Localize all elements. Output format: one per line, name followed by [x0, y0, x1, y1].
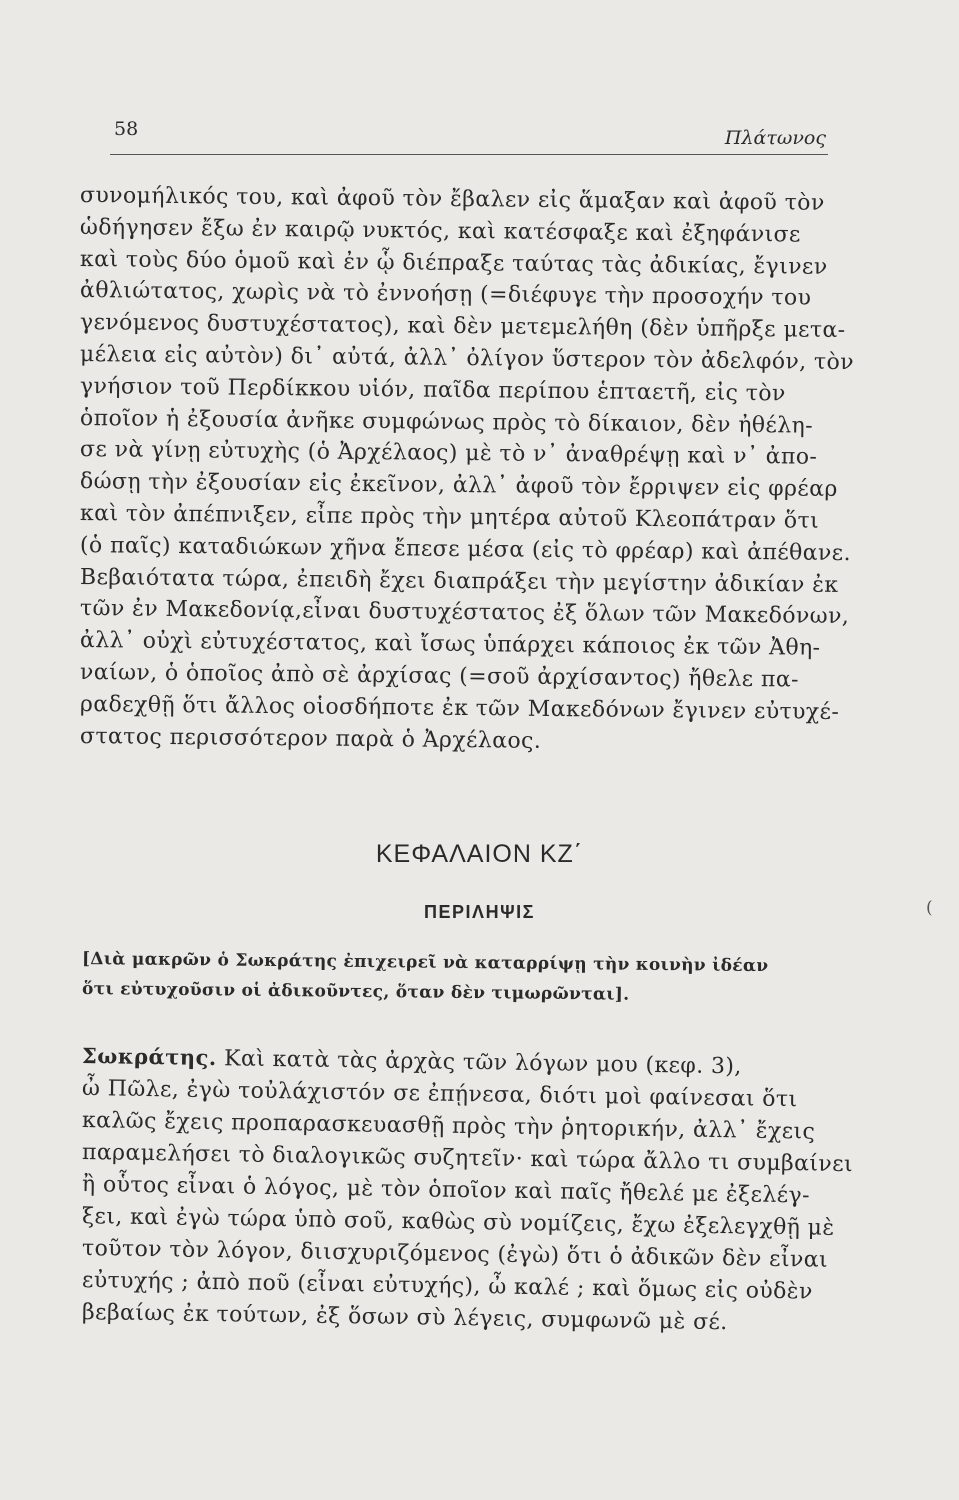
text-line: ναίων, ὁ ὁποῖος ἀπὸ σὲ ἀρχίσας (=σοῦ ἀρχίσαντος) ἤθελε πα-	[79, 659, 800, 693]
text-line: (ὁ παῖς) καταδιώκων χῆνα ἔπεσε μέσα (εἰς τὸ φρέαρ) καὶ ἀπέθανε.	[79, 532, 852, 566]
text-line: ὡδήγησεν ἔξω ἐν καιρῷ νυκτός, καὶ κατέσφαξε καὶ ἐξηφάνισε	[79, 214, 801, 248]
text-line: καὶ τὸν ἀπέπνιξεν, εἶπε πρὸς τὴν μητέρα αὐτοῦ Κλεοπάτραν ὅτι	[79, 500, 820, 534]
page-number: 58	[114, 118, 139, 140]
summary	[82, 944, 852, 1004]
summary-line: ὅτι εὐτυχοῦσιν οἱ ἀδικοῦντες, ὅταν δὲν τιμωρῶνται].	[81, 979, 630, 1005]
dialogue-text: Καὶ κατὰ τὰς ἀρχὰς τῶν λόγων μου (κεφ. 3),	[223, 1046, 742, 1080]
text-line: τῶν ἐν Μακεδονίᾳ,εἶναι δυστυχέστατος ἐξ ὅλων τῶν Μακεδόνων,	[79, 596, 850, 630]
header-rule	[110, 154, 828, 155]
dialogue-line: ἢ οὗτος εἶναι ὁ λόγος, μὲ τὸν ὁποῖον καὶ παῖς ἤθελέ με ἐξελέγ-	[81, 1172, 811, 1209]
dialogue-line: τοῦτον τὸν λόγον, διισχυριζόμενος (ἐγὼ) ὅτι ὁ ἀδικῶν δὲν εἶναι	[81, 1236, 829, 1273]
text-line: μέλεια εἰς αὐτὸν) δι᾽ αὐτά, ἀλλ᾽ ὀλίγον ὕστερον τὸν ἀδελφόν, τὸν	[79, 341, 855, 376]
dialogue-line: ξει, καὶ ἐγὼ τώρα ὑπὸ σοῦ, καθὼς σὺ νομίζεις, ἔχω ἐξελεγχθῇ μὲ	[81, 1204, 835, 1241]
running-title: Πλάτωνος	[724, 127, 826, 149]
section-title: ΠΕΡΙΛΗΨΙΣ	[424, 902, 535, 922]
dialogue-line: ὦ Πῶλε, ἐγὼ τοὐλάχιστόν σε ἐπῄνεσα, διότι μοὶ φαίνεσαι ὅτι	[81, 1076, 798, 1113]
text-line: καὶ τοὺς δύο ὁμοῦ καὶ ἐν ᾧ διέπραξε ταύτας τὰς ἀδικίας, ἔγινεν	[79, 246, 828, 280]
body-text	[79, 180, 855, 754]
page-header	[110, 118, 828, 158]
text-line: στατος περισσότερον παρὰ ὁ Ἀρχέλαος.	[79, 723, 542, 754]
text-line: γενόμενος δυστυχέστατος), καὶ δὲν μετεμελήθη (δὲν ὑπῆρξε μετα-	[79, 310, 846, 344]
text-line: συνομήλικός του, καὶ ἀφοῦ τὸν ἔβαλεν εἰς ἅμαξαν καὶ ἀφοῦ τὸν	[79, 183, 825, 216]
dialogue	[81, 1040, 854, 1336]
text-line: δώσῃ τὴν ἐξουσίαν εἰς ἐκεῖνον, ἀλλ᾽ ἀφοῦ τὸν ἔρριψεν εἰς φρέαρ	[79, 469, 838, 503]
dialogue-line: εὐτυχής ; ἀπὸ ποῦ (εἶναι εὐτυχής), ὦ καλέ ; καὶ ὅμως εἰς οὐδὲν	[81, 1268, 813, 1305]
speaker-name: Σωκράτης.	[81, 1043, 217, 1071]
text-line: ὁποῖον ἡ ἐξουσία ἀνῆκε συμφώνως πρὸς τὸ δίκαιον, δὲν ἠθέλη-	[79, 405, 814, 439]
text-line: Βεβαιότατα τώρα, ἐπειδὴ ἔχει διαπράξει τὴν μεγίστην ἀδικίαν ἐκ	[79, 564, 839, 598]
text-line: γνήσιον τοῦ Περδίκκου υἱόν, παῖδα περίπου ἑπταετῆ, εἰς τὸν	[79, 373, 786, 407]
text-line: σε νὰ γίνῃ εὐτυχὴς (ὁ Ἀρχέλαος) μὲ τὸ ν᾽ ἀναθρέψῃ καὶ ν᾽ ἀπο-	[79, 437, 818, 471]
chapter-title: ΚΕΦΑΛΑΙΟΝ ΚΖ΄	[375, 840, 584, 868]
dialogue-line: παραμελήσει τὸ διαλογικῶς συζητεῖν· καὶ τώρα ἄλλο τι συμβαίνει	[81, 1140, 854, 1178]
dialogue-line: βεβαίως ἐκ τούτων, ἐξ ὅσων σὺ λέγεις, συμφωνῶ μὲ σέ.	[81, 1300, 728, 1336]
dialogue-line: καλῶς ἔχεις προπαρασκευασθῇ πρὸς τὴν ῥητορικήν, ἀλλ᾽ ἔχεις	[81, 1108, 816, 1145]
text-line: ἀθλιώτατος, χωρὶς νὰ τὸ ἐννοήσῃ (=διέφυγε τὴν προσοχήν του	[79, 278, 812, 312]
text-line: ἀλλ᾽ οὐχὶ εὐτυχέστατος, καὶ ἴσως ὑπάρχει κάποιος ἐκ τῶν Ἀθη-	[79, 628, 821, 661]
text-line: ραδεχθῇ ὅτι ἄλλος οἱοσδήποτε ἐκ τῶν Μακεδόνων ἔγινεν εὐτυχέ-	[79, 691, 840, 725]
margin-mark: (	[926, 898, 933, 918]
summary-line: [Διὰ μακρῶν ὁ Σωκράτης ἐπιχειρεῖ νὰ καταρρίψῃ τὴν κοινὴν ἰδέαν	[81, 949, 769, 977]
